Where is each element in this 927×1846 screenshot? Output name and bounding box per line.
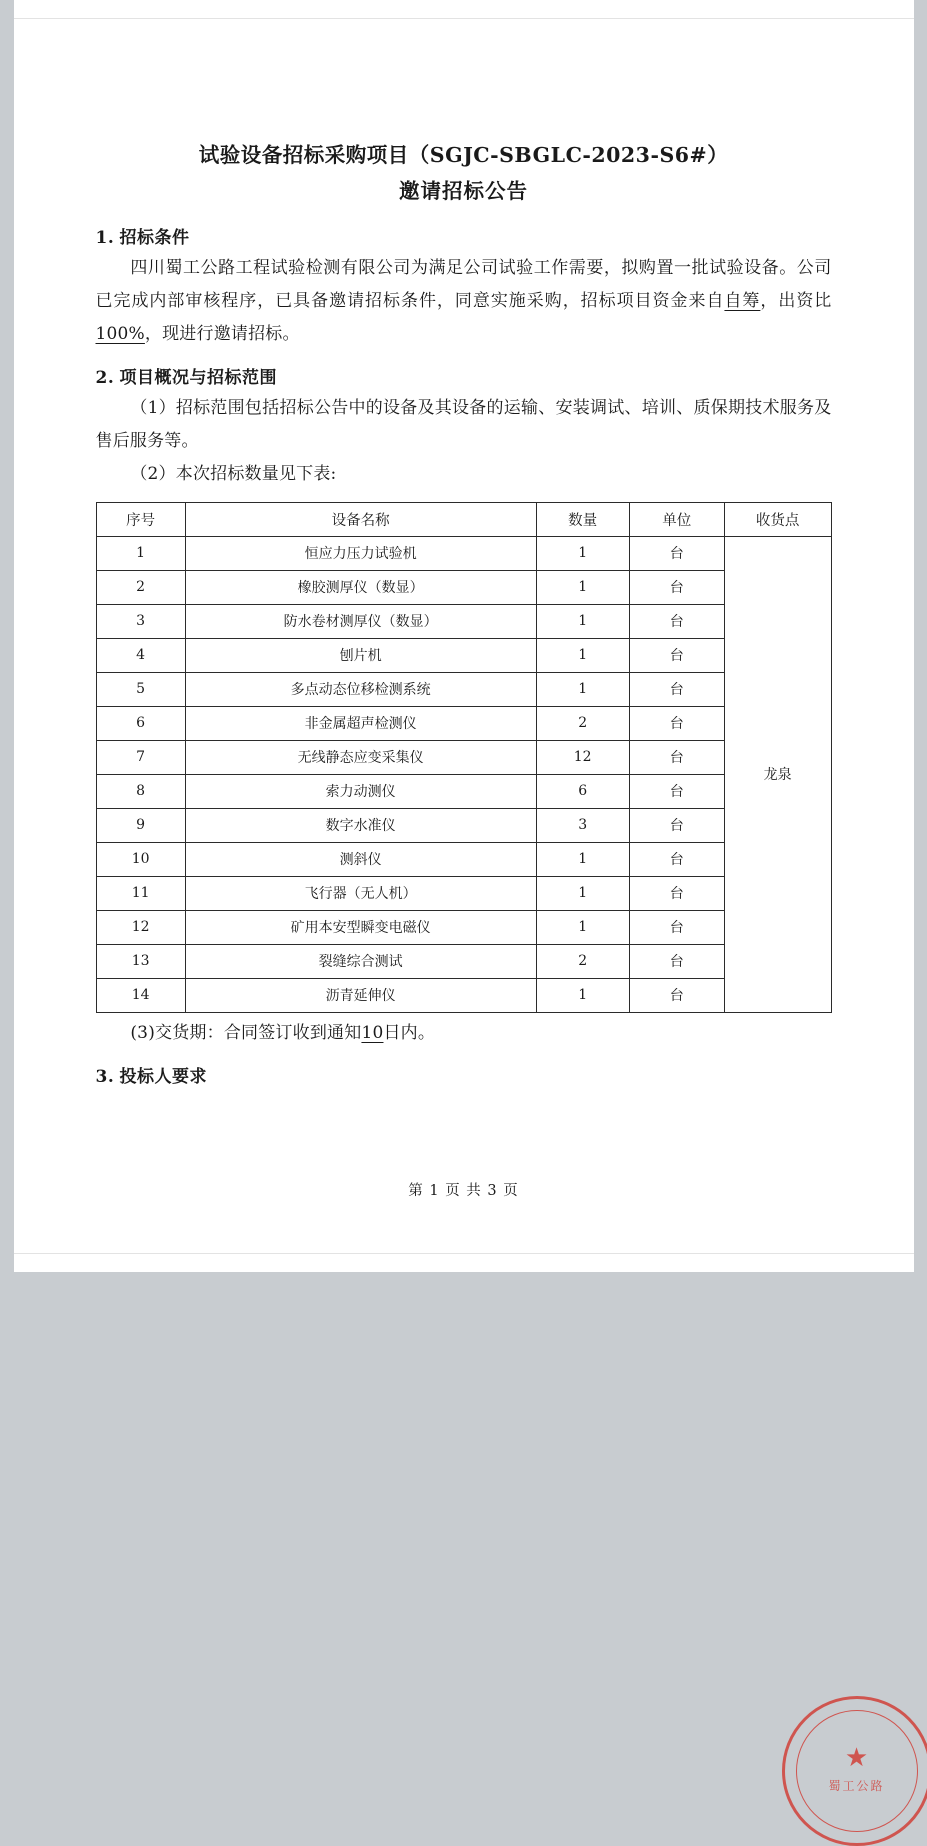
delivery-text-b: 日内。 <box>383 1023 435 1043</box>
cell-no: 12 <box>96 910 185 944</box>
table-row <box>96 876 831 910</box>
cell-qty: 1 <box>536 978 629 1012</box>
table-row <box>96 638 831 672</box>
paragraph-text-b: ，出资比 <box>760 291 831 311</box>
seal-inner-ring <box>796 1710 918 1832</box>
cell-qty: 1 <box>536 910 629 944</box>
cell-no: 1 <box>96 536 185 570</box>
cell-name: 多点动态位移检测系统 <box>185 672 536 706</box>
cell-name: 刨片机 <box>185 638 536 672</box>
paragraph-quantity-intro: （2）本次招标数量见下表: <box>96 458 832 491</box>
table-row <box>96 570 831 604</box>
header-qty: 数量 <box>536 502 629 536</box>
section-title-3: 投标人要求 <box>120 1067 208 1087</box>
cell-unit: 台 <box>629 604 724 638</box>
company-seal-stamp <box>782 1696 927 1846</box>
cell-unit: 台 <box>629 978 724 1012</box>
section-heading-3 <box>96 1062 832 1087</box>
cell-no: 10 <box>96 842 185 876</box>
cell-qty: 6 <box>536 774 629 808</box>
cell-name: 测斜仪 <box>185 842 536 876</box>
cell-unit: 台 <box>629 774 724 808</box>
cell-qty: 2 <box>536 706 629 740</box>
seal-star-icon: ★ <box>845 1745 868 1771</box>
table-row <box>96 604 831 638</box>
delivery-text-a: (3)交货期：合同签订收到通知 <box>130 1023 361 1043</box>
paragraph-bidding-conditions <box>96 252 832 351</box>
page-footer: 第 1 页 共 3 页 <box>14 1179 914 1200</box>
cell-no: 5 <box>96 672 185 706</box>
cell-qty: 1 <box>536 604 629 638</box>
table-row <box>96 740 831 774</box>
section-title-2: 项目概况与招标范围 <box>120 368 278 388</box>
cell-name: 非金属超声检测仪 <box>185 706 536 740</box>
cell-name: 恒应力压力试验机 <box>185 536 536 570</box>
cell-name: 沥青延伸仪 <box>185 978 536 1012</box>
table-row <box>96 808 831 842</box>
section-heading-1 <box>96 223 832 248</box>
cell-unit: 台 <box>629 944 724 978</box>
fund-source-value: 自筹 <box>724 291 760 311</box>
cell-no: 4 <box>96 638 185 672</box>
header-no: 序号 <box>96 502 185 536</box>
table-row <box>96 774 831 808</box>
header-unit: 单位 <box>629 502 724 536</box>
header-name: 设备名称 <box>185 502 536 536</box>
cell-qty: 1 <box>536 536 629 570</box>
section-heading-2 <box>96 363 832 388</box>
fund-ratio-value: 100% <box>96 324 145 344</box>
table-row <box>96 910 831 944</box>
header-dest: 收货点 <box>724 502 831 536</box>
page-title: 试验设备招标采购项目（SGJC-SBGLC-2023-S6#） <box>96 140 832 172</box>
delivery-days-value: 10 <box>361 1023 383 1043</box>
cell-name: 索力动测仪 <box>185 774 536 808</box>
cell-no: 7 <box>96 740 185 774</box>
cell-unit: 台 <box>629 808 724 842</box>
cell-no: 3 <box>96 604 185 638</box>
section-number-3: 3. <box>96 1067 120 1087</box>
equipment-table <box>96 502 832 1013</box>
cell-name: 裂缝综合测试 <box>185 944 536 978</box>
document-body <box>96 140 832 1091</box>
cell-qty: 1 <box>536 638 629 672</box>
cell-no: 13 <box>96 944 185 978</box>
cell-qty: 1 <box>536 570 629 604</box>
cell-name: 矿用本安型瞬变电磁仪 <box>185 910 536 944</box>
table-row <box>96 672 831 706</box>
section-number-1: 1. <box>96 228 120 248</box>
paragraph-text-c: ，现进行邀请招标。 <box>145 324 300 344</box>
cell-qty: 1 <box>536 842 629 876</box>
page-top-margin <box>14 0 914 19</box>
cell-unit: 台 <box>629 910 724 944</box>
cell-no: 6 <box>96 706 185 740</box>
document-page <box>14 0 914 1272</box>
cell-unit: 台 <box>629 638 724 672</box>
cell-unit: 台 <box>629 876 724 910</box>
table-row <box>96 978 831 1012</box>
cell-unit: 台 <box>629 672 724 706</box>
table-row <box>96 944 831 978</box>
cell-name: 数字水准仪 <box>185 808 536 842</box>
cell-name: 飞行器（无人机） <box>185 876 536 910</box>
cell-unit: 台 <box>629 570 724 604</box>
cell-name: 无线静态应变采集仪 <box>185 740 536 774</box>
cell-qty: 1 <box>536 672 629 706</box>
cell-qty: 3 <box>536 808 629 842</box>
cell-qty: 2 <box>536 944 629 978</box>
page-bottom-margin <box>14 1253 914 1272</box>
cell-no: 2 <box>96 570 185 604</box>
cell-qty: 12 <box>536 740 629 774</box>
section-number-2: 2. <box>96 368 120 388</box>
cell-unit: 台 <box>629 842 724 876</box>
cell-name: 橡胶测厚仪（数显） <box>185 570 536 604</box>
cell-qty: 1 <box>536 876 629 910</box>
seal-text: 蜀工公路 <box>828 1777 884 1794</box>
cell-unit: 台 <box>629 740 724 774</box>
cell-name: 防水卷材测厚仪（数显） <box>185 604 536 638</box>
cell-unit: 台 <box>629 536 724 570</box>
cell-no: 9 <box>96 808 185 842</box>
cell-no: 14 <box>96 978 185 1012</box>
company-seal-clip <box>828 840 914 1025</box>
section-title-1: 招标条件 <box>120 228 190 248</box>
cell-no: 8 <box>96 774 185 808</box>
table-row <box>96 536 831 570</box>
paragraph-delivery <box>96 1017 832 1050</box>
cell-no: 11 <box>96 876 185 910</box>
table-row <box>96 706 831 740</box>
paragraph-scope: （1）招标范围包括招标公告中的设备及其设备的运输、安装调试、培训、质保期技术服务及售后服务等。 <box>96 392 832 458</box>
cell-destination: 龙泉 <box>724 536 831 1012</box>
page-subtitle: 邀请招标公告 <box>96 172 832 211</box>
paragraph-text-a: 四川蜀工公路工程试验检测有限公司为满足公司试验工作需要，拟购置一批试验设备。公司已完成内部审核程序，已具备邀请招标条件，同意实施采购，招标项目资金来自 <box>96 258 832 311</box>
table-header-row <box>96 502 831 536</box>
cell-unit: 台 <box>629 706 724 740</box>
table-row <box>96 842 831 876</box>
